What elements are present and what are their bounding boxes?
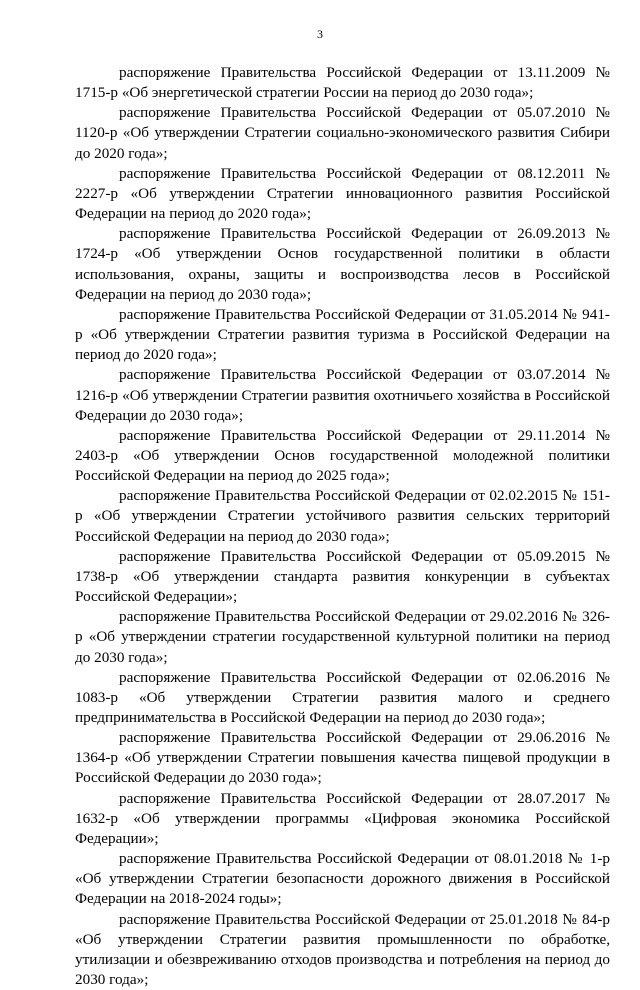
list-item: распоряжение Правительства Российской Федерации от 29.06.2016 № 1364-р «Об утверждении Стратегии повышения качества пищевой продукции в Российской Федерации до 2030 года»; xyxy=(75,729,610,787)
list-item: распоряжение Правительства Российской Федерации от 08.12.2011 № 2227-р «Об утверждении Стратегии инновационного развития Российской Федерации на период до 2020 года»; xyxy=(75,164,610,223)
list-item: распоряжение Правительства Российской Федерации от 26.09.2013 № 1724-р «Об утверждении Основ государственной политики в области использования, охраны, защиты и воспроизводства лесов в Российской Федерации на период до 2030 года»; xyxy=(75,225,610,303)
list-item: распоряжение Правительства Российской Федерации от 28.07.2017 № 1632-р «Об утверждении программы «Цифровая экономика Российской Федерации»; xyxy=(75,789,610,847)
document-body xyxy=(75,63,610,990)
list-item: распоряжение Правительства Российской Федерации от 29.11.2014 № 2403-р «Об утверждении Основ государственной молодежной политики Российской Федерации на период до 2025 года»; xyxy=(75,426,610,485)
list-item: распоряжение Правительства Российской Федерации от 29.02.2016 № 326-р «Об утверждении стратегии государственной культурной политики на период до 2030 года»; xyxy=(75,608,610,666)
list-item: распоряжение Правительства Российской Федерации от 02.02.2015 № 151-р «Об утверждении Стратегии устойчивого развития сельских территорий Российской Федерации на период до 2030 года»; xyxy=(75,487,610,545)
list-item: распоряжение Правительства Российской Федерации от 05.09.2015 № 1738-р «Об утверждении стандарта развития конкуренции в субъектах Российской Федерации»; xyxy=(75,547,610,606)
list-item: распоряжение Правительства Российской Федерации от 13.11.2009 № 1715-р «Об энергетической стратегии России на период до 2030 года»; xyxy=(75,64,610,102)
page-number: 3 xyxy=(317,27,323,41)
list-item: распоряжение Правительства Российской Федерации от 05.07.2010 № 1120-р «Об утверждении Стратегии социально-экономического развития Сибири до 2020 года»; xyxy=(75,104,610,162)
list-item: распоряжение Правительства Российской Федерации от 25.01.2018 № 84-р «Об утверждении Стратегии развития промышленности по обработке, утилизации и обезвреживанию отходов производства и потребления на период до 2030 года»; xyxy=(75,910,610,989)
list-item: распоряжение Правительства Российской Федерации от 31.05.2014 № 941-р «Об утверждении Стратегии развития туризма в Российской Федерации на период до 2020 года»; xyxy=(75,305,610,364)
list-item: распоряжение Правительства Российской Федерации от 02.06.2016 № 1083-р «Об утверждении Стратегии развития малого и среднего предпринимательства в Российской Федерации на период до 2030 года»; xyxy=(75,668,610,726)
list-item: распоряжение Правительства Российской Федерации от 08.01.2018 № 1-р «Об утверждении Стратегии безопасности дорожного движения в Российской Федерации на 2018-2024 годы»; xyxy=(75,850,610,908)
list-item: распоряжение Правительства Российской Федерации от 03.07.2014 № 1216-р «Об утверждении Стратегии развития охотничьего хозяйства в Российской Федерации до 2030 года»; xyxy=(75,366,610,424)
